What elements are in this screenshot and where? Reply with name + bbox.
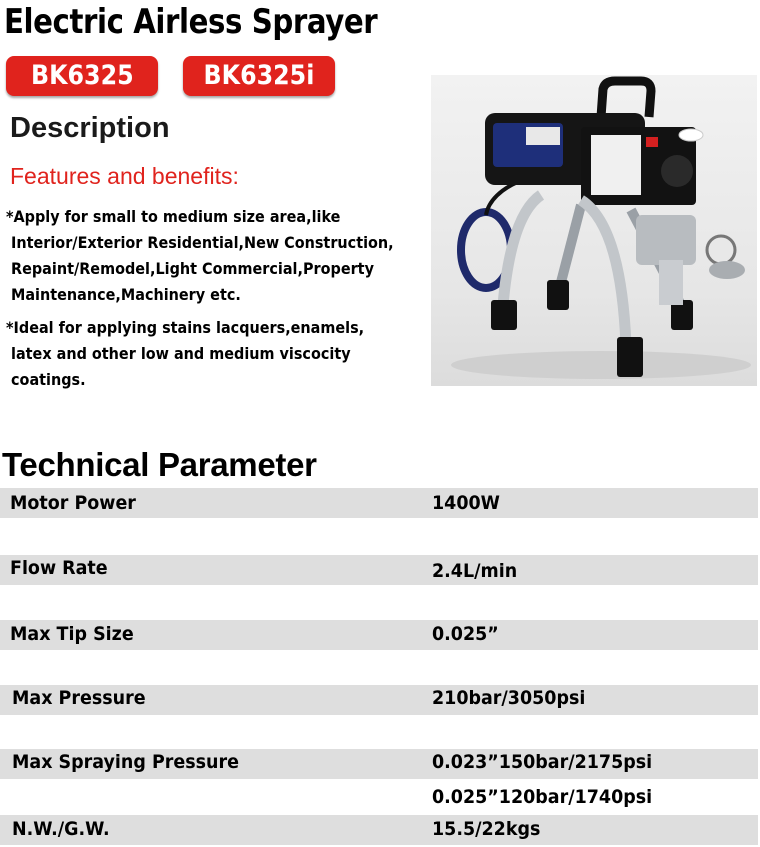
param-value: 0.023”150bar/2175psi <box>432 751 653 773</box>
param-value: 15.5/22kgs <box>432 818 541 840</box>
model-badge-bk6325 <box>6 56 158 96</box>
param-value: 1400W <box>432 492 500 514</box>
param-label: Max Pressure <box>12 687 146 709</box>
description-heading: Description <box>10 112 170 144</box>
features-heading: Features and benefits: <box>10 163 239 189</box>
product-photo <box>431 75 757 386</box>
param-label: Flow Rate <box>10 557 108 579</box>
param-label: Max Spraying Pressure <box>12 751 239 773</box>
page-title: Electric Airless Sprayer <box>4 2 378 42</box>
param-row-bar <box>0 555 758 585</box>
param-value: 210bar/3050psi <box>432 687 586 709</box>
param-label: N.W./G.W. <box>12 818 110 840</box>
param-label: Max Tip Size <box>10 623 134 645</box>
param-row-bar <box>0 815 758 845</box>
feature-paragraph: *Ideal for applying stains lacquers,enamels, latex and other low and medium viscocity coatings. <box>6 318 365 389</box>
model-badge-bk6325i <box>183 56 335 96</box>
model-label: BK6325 <box>30 60 134 91</box>
feature-paragraph: *Apply for small to medium size area,like Interior/Exterior Residential,New Construction, Repaint/Remodel,Light Commercial,Property Maintenance,Machinery etc. <box>6 207 394 304</box>
model-label: BK6325i <box>203 60 315 91</box>
technical-parameter-heading: Technical Parameter <box>2 446 317 483</box>
param-value-secondary: 0.025”120bar/1740psi <box>432 786 653 808</box>
airless-sprayer-image <box>431 75 757 386</box>
param-value: 0.025” <box>432 623 499 645</box>
param-value: 2.4L/min <box>432 560 518 582</box>
param-label: Motor Power <box>10 492 136 514</box>
